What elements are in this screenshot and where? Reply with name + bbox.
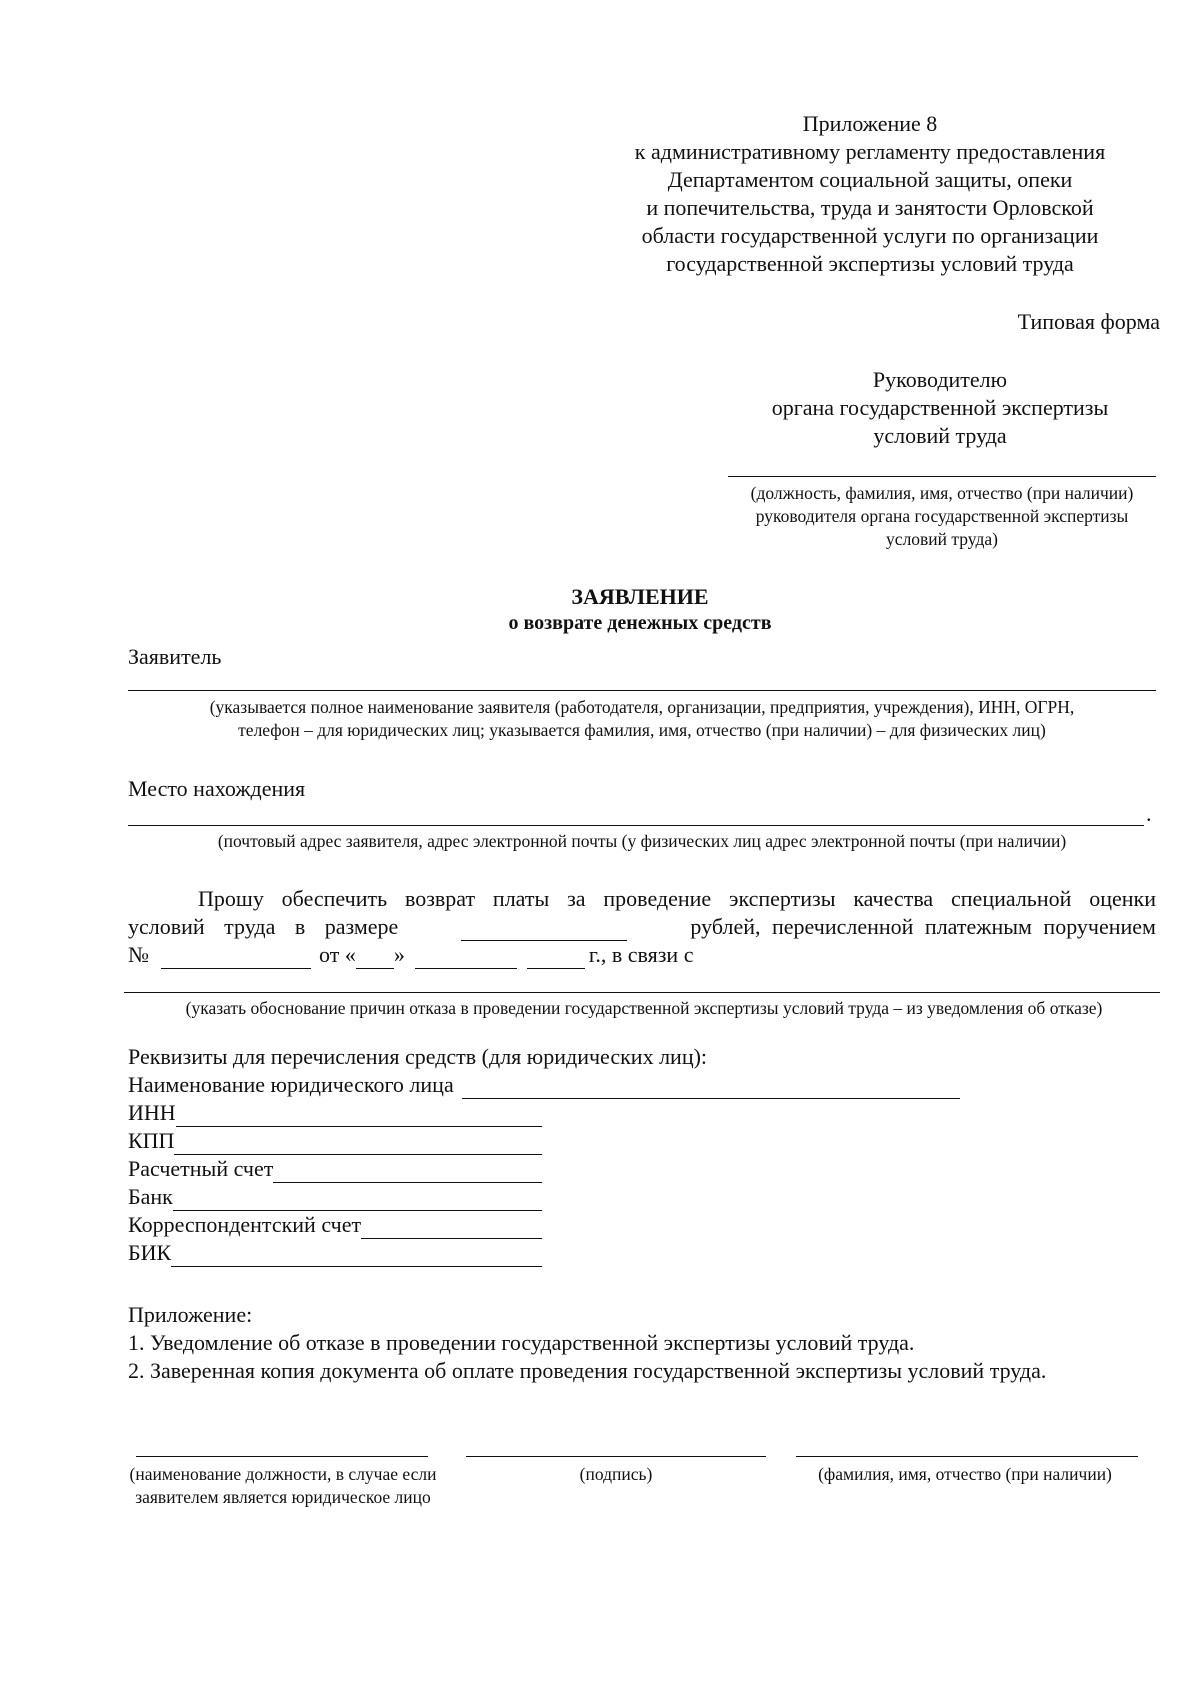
position-blank-line[interactable] <box>136 1456 428 1457</box>
name-blank-line[interactable] <box>796 1456 1138 1457</box>
appendix-line: к административному регламенту предоставления <box>634 139 1106 164</box>
request-text: рублей, перечисленной платежным поручением <box>690 914 1156 939</box>
appendix-line: и попечительства, труда и занятости Орловской <box>646 195 1094 220</box>
applicant-hint-line: телефон – для юридических лиц; указывается фамилия, имя, отчество (при наличии) – для физических лиц) <box>238 720 1046 740</box>
signature-hint: (подпись) <box>579 1464 653 1484</box>
number-sign: № <box>128 942 149 967</box>
field-label: ИНН <box>128 1100 176 1125</box>
appendix-line: Департаментом социальной защиты, опеки <box>667 167 1073 192</box>
correspondent-account-field[interactable] <box>361 1216 542 1239</box>
legal-entity-name-field[interactable] <box>462 1076 960 1099</box>
addressee-line: условий труда <box>873 423 1007 448</box>
kpp-row <box>128 1127 542 1155</box>
field-label: Расчетный счет <box>128 1156 274 1181</box>
bank-field[interactable] <box>173 1188 542 1211</box>
payment-year-field[interactable] <box>527 946 585 969</box>
addressee-block <box>720 366 1160 450</box>
addressee-line: Руководителю <box>872 367 1008 392</box>
settlement-account-row <box>128 1155 542 1183</box>
location-label: Место нахождения <box>128 776 306 801</box>
bank-details-heading: Реквизиты для перечисления средств (для юридических лиц): <box>128 1044 708 1069</box>
signature-blank-line[interactable] <box>466 1456 766 1457</box>
location-blank-line[interactable] <box>128 825 1144 826</box>
field-label: БИК <box>128 1240 172 1265</box>
document-title: ЗАЯВЛЕНИЕ <box>571 584 709 609</box>
request-text: условий труда в размере <box>128 914 399 939</box>
bik-field[interactable] <box>171 1244 542 1267</box>
location-hint: (почтовый адрес заявителя, адрес электронной почты (у физических лиц адрес электронной почты (при наличии) <box>217 831 1067 851</box>
appendix-line: Приложение 8 <box>802 111 938 136</box>
name-hint: (фамилия, имя, отчество (при наличии) <box>818 1464 1112 1484</box>
request-line-3 <box>128 941 693 969</box>
applicant-blank-line[interactable] <box>128 690 1156 691</box>
attachment-item: 1. Уведомление об отказе в проведении государственной экспертизы условий труда. <box>128 1330 915 1355</box>
location-end-mark: . <box>1146 801 1152 826</box>
addressee-blank-line[interactable] <box>728 476 1156 477</box>
position-hint: (наименование должности, в случае если заявителем является юридическое лицо <box>129 1464 437 1507</box>
request-text: Прошу обеспечить возврат платы за проведение экспертизы качества специальной оценки <box>198 886 1156 911</box>
addressee-line: органа государственной экспертизы <box>771 395 1109 420</box>
request-line-2 <box>128 913 1156 941</box>
correspondent-account-row <box>128 1211 542 1239</box>
request-text: от « <box>319 942 356 967</box>
applicant-label: Заявитель <box>128 644 222 669</box>
appendix-block <box>590 110 1150 278</box>
bank-row <box>128 1183 542 1211</box>
legal-entity-name-row <box>128 1071 960 1099</box>
settlement-account-field[interactable] <box>273 1160 542 1183</box>
attachments-heading: Приложение: <box>128 1302 253 1327</box>
request-text: г., в связи с <box>588 942 694 967</box>
appendix-line: области государственной услуги по организации <box>641 223 1099 248</box>
attachment-item: 2. Заверенная копия документа об оплате проведения государственной экспертизы условий труда. <box>128 1358 1047 1383</box>
refusal-reason-blank-line[interactable] <box>124 992 1160 993</box>
field-label: КПП <box>128 1128 175 1153</box>
inn-row <box>128 1099 542 1127</box>
payment-day-field[interactable] <box>356 946 394 969</box>
applicant-hint-line: (указывается полное наименование заявителя (работодателя, организации, предприятия, учреждения), ИНН, ОГРН, <box>209 697 1075 717</box>
inn-field[interactable] <box>176 1104 542 1127</box>
request-line-1 <box>128 885 1156 913</box>
addressee-hint: (должность, фамилия, имя, отчество (при наличии) руководителя органа государственной экспертизы условий труда) <box>750 483 1134 549</box>
form-type-label: Типовая форма <box>1017 309 1160 334</box>
field-label: Банк <box>128 1184 173 1209</box>
kpp-field[interactable] <box>174 1132 542 1155</box>
field-label: Наименование юридического лица <box>128 1072 454 1097</box>
bik-row <box>128 1239 542 1267</box>
payment-month-field[interactable] <box>415 946 517 969</box>
document-subtitle: о возврате денежных средств <box>508 612 772 634</box>
applicant-hint <box>128 696 1156 742</box>
refusal-reason-hint: (указать обоснование причин отказа в проведении государственной экспертизы условий труда – из уведомления об отказе) <box>185 998 1103 1018</box>
field-label: Корреспондентский счет <box>128 1212 362 1237</box>
request-text: » <box>393 942 405 967</box>
appendix-line: государственной экспертизы условий труда <box>666 251 1074 276</box>
refund-amount-field[interactable] <box>461 918 627 941</box>
payment-order-number-field[interactable] <box>161 946 311 969</box>
